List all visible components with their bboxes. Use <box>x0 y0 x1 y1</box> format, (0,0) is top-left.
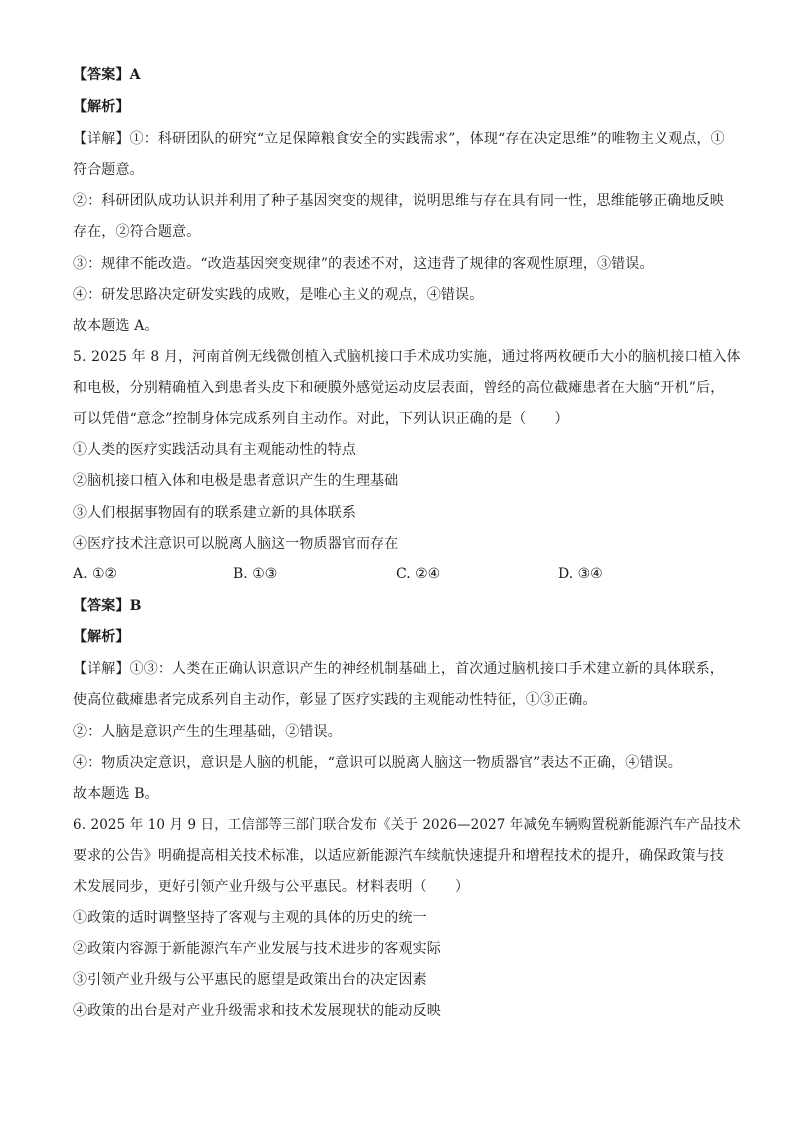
statement-item: ③引领产业升级与公平惠民的愿望是政策出台的决定因素 <box>73 972 427 988</box>
option-a: A. ①② <box>73 566 118 582</box>
question-stem: 可以凭借“意念”控制身体完成系列自主动作。对此，下列认识正确的是（ ） <box>73 411 569 427</box>
detail-line: 符合题意。 <box>73 162 144 178</box>
statement-item: ③人们根据事物固有的联系建立新的具体联系 <box>73 505 356 521</box>
detail-line: 【详解】①③：人类在正确认识意识产生的神经机制基础上，首次通过脑机接口手术建立新的具体联系， <box>73 661 724 677</box>
option-b: B. ①③ <box>233 566 278 582</box>
question-stem: 6. 2025 年 10 月 9 日，工信部等三部门联合发布《关于 2026—2027 年减免车辆购置税新能源汽车产品技术 <box>73 817 741 833</box>
question-stem: 要求的公告》明确提高相关技术标准，以适应新能源汽车续航快速提升和增程技术的提升，确保政策与技 <box>73 848 724 864</box>
detail-line: ④：物质决定意识，意识是人脑的机能，“意识可以脱离人脑这一物质器官”表达不正确，④错误。 <box>73 755 682 771</box>
detail-line: ②：人脑是意识产生的生理基础，②错误。 <box>73 724 342 740</box>
conclusion: 故本题选 B。 <box>73 786 159 802</box>
statement-item: ①政策的适时调整坚持了客观与主观的具体的历史的统一 <box>73 910 427 926</box>
conclusion: 故本题选 A。 <box>73 318 159 334</box>
answer-label: 【答案】B <box>73 598 142 614</box>
statement-item: ①人类的医疗实践活动具有主观能动性的特点 <box>73 442 356 458</box>
detail-line: 使高位截瘫患者完成系列自主动作，彰显了医疗实践的主观能动性特征，①③正确。 <box>73 692 597 708</box>
analysis-label: 【解析】 <box>73 629 130 645</box>
question-stem: 和电极，分别精确植入到患者头皮下和硬膜外感觉运动皮层表面，曾经的高位截瘫患者在大脑“开机”后， <box>73 380 725 396</box>
detail-line: 【详解】①：科研团队的研究“立足保障粮食安全的实践需求”，体现“存在决定思维”的唯物主义观点，① <box>73 131 725 147</box>
detail-line: 存在，②符合题意。 <box>73 224 201 240</box>
question-stem: 5. 2025 年 8 月，河南首例无线微创植入式脑机接口手术成功实施，通过将两枚硬币大小的脑机接口植入体 <box>73 349 741 365</box>
statement-item: ②政策内容源于新能源汽车产业发展与技术进步的客观实际 <box>73 941 441 957</box>
detail-line: ④：研发思路决定研发实践的成败，是唯心主义的观点，④错误。 <box>73 287 484 303</box>
option-c: C. ②④ <box>396 566 441 582</box>
detail-line: ③：规律不能改造。“改造基因突变规律”的表述不对，这违背了规律的客观性原理，③错误。 <box>73 256 654 272</box>
statement-item: ②脑机接口植入体和电极是患者意识产生的生理基础 <box>73 473 399 489</box>
analysis-label: 【解析】 <box>73 99 130 115</box>
statement-item: ④医疗技术注意识可以脱离人脑这一物质器官而存在 <box>73 536 399 552</box>
question-stem: 术发展同步，更好引领产业升级与公平惠民。材料表明（ ） <box>73 879 470 895</box>
statement-item: ④政策的出台是对产业升级需求和技术发展现状的能动反映 <box>73 1003 441 1019</box>
answer-label: 【答案】A <box>73 67 141 83</box>
detail-line: ②：科研团队成功认识并利用了种子基因突变的规律，说明思维与存在具有同一性，思维能够正确地反映 <box>73 193 724 209</box>
option-d: D. ③④ <box>558 566 603 582</box>
